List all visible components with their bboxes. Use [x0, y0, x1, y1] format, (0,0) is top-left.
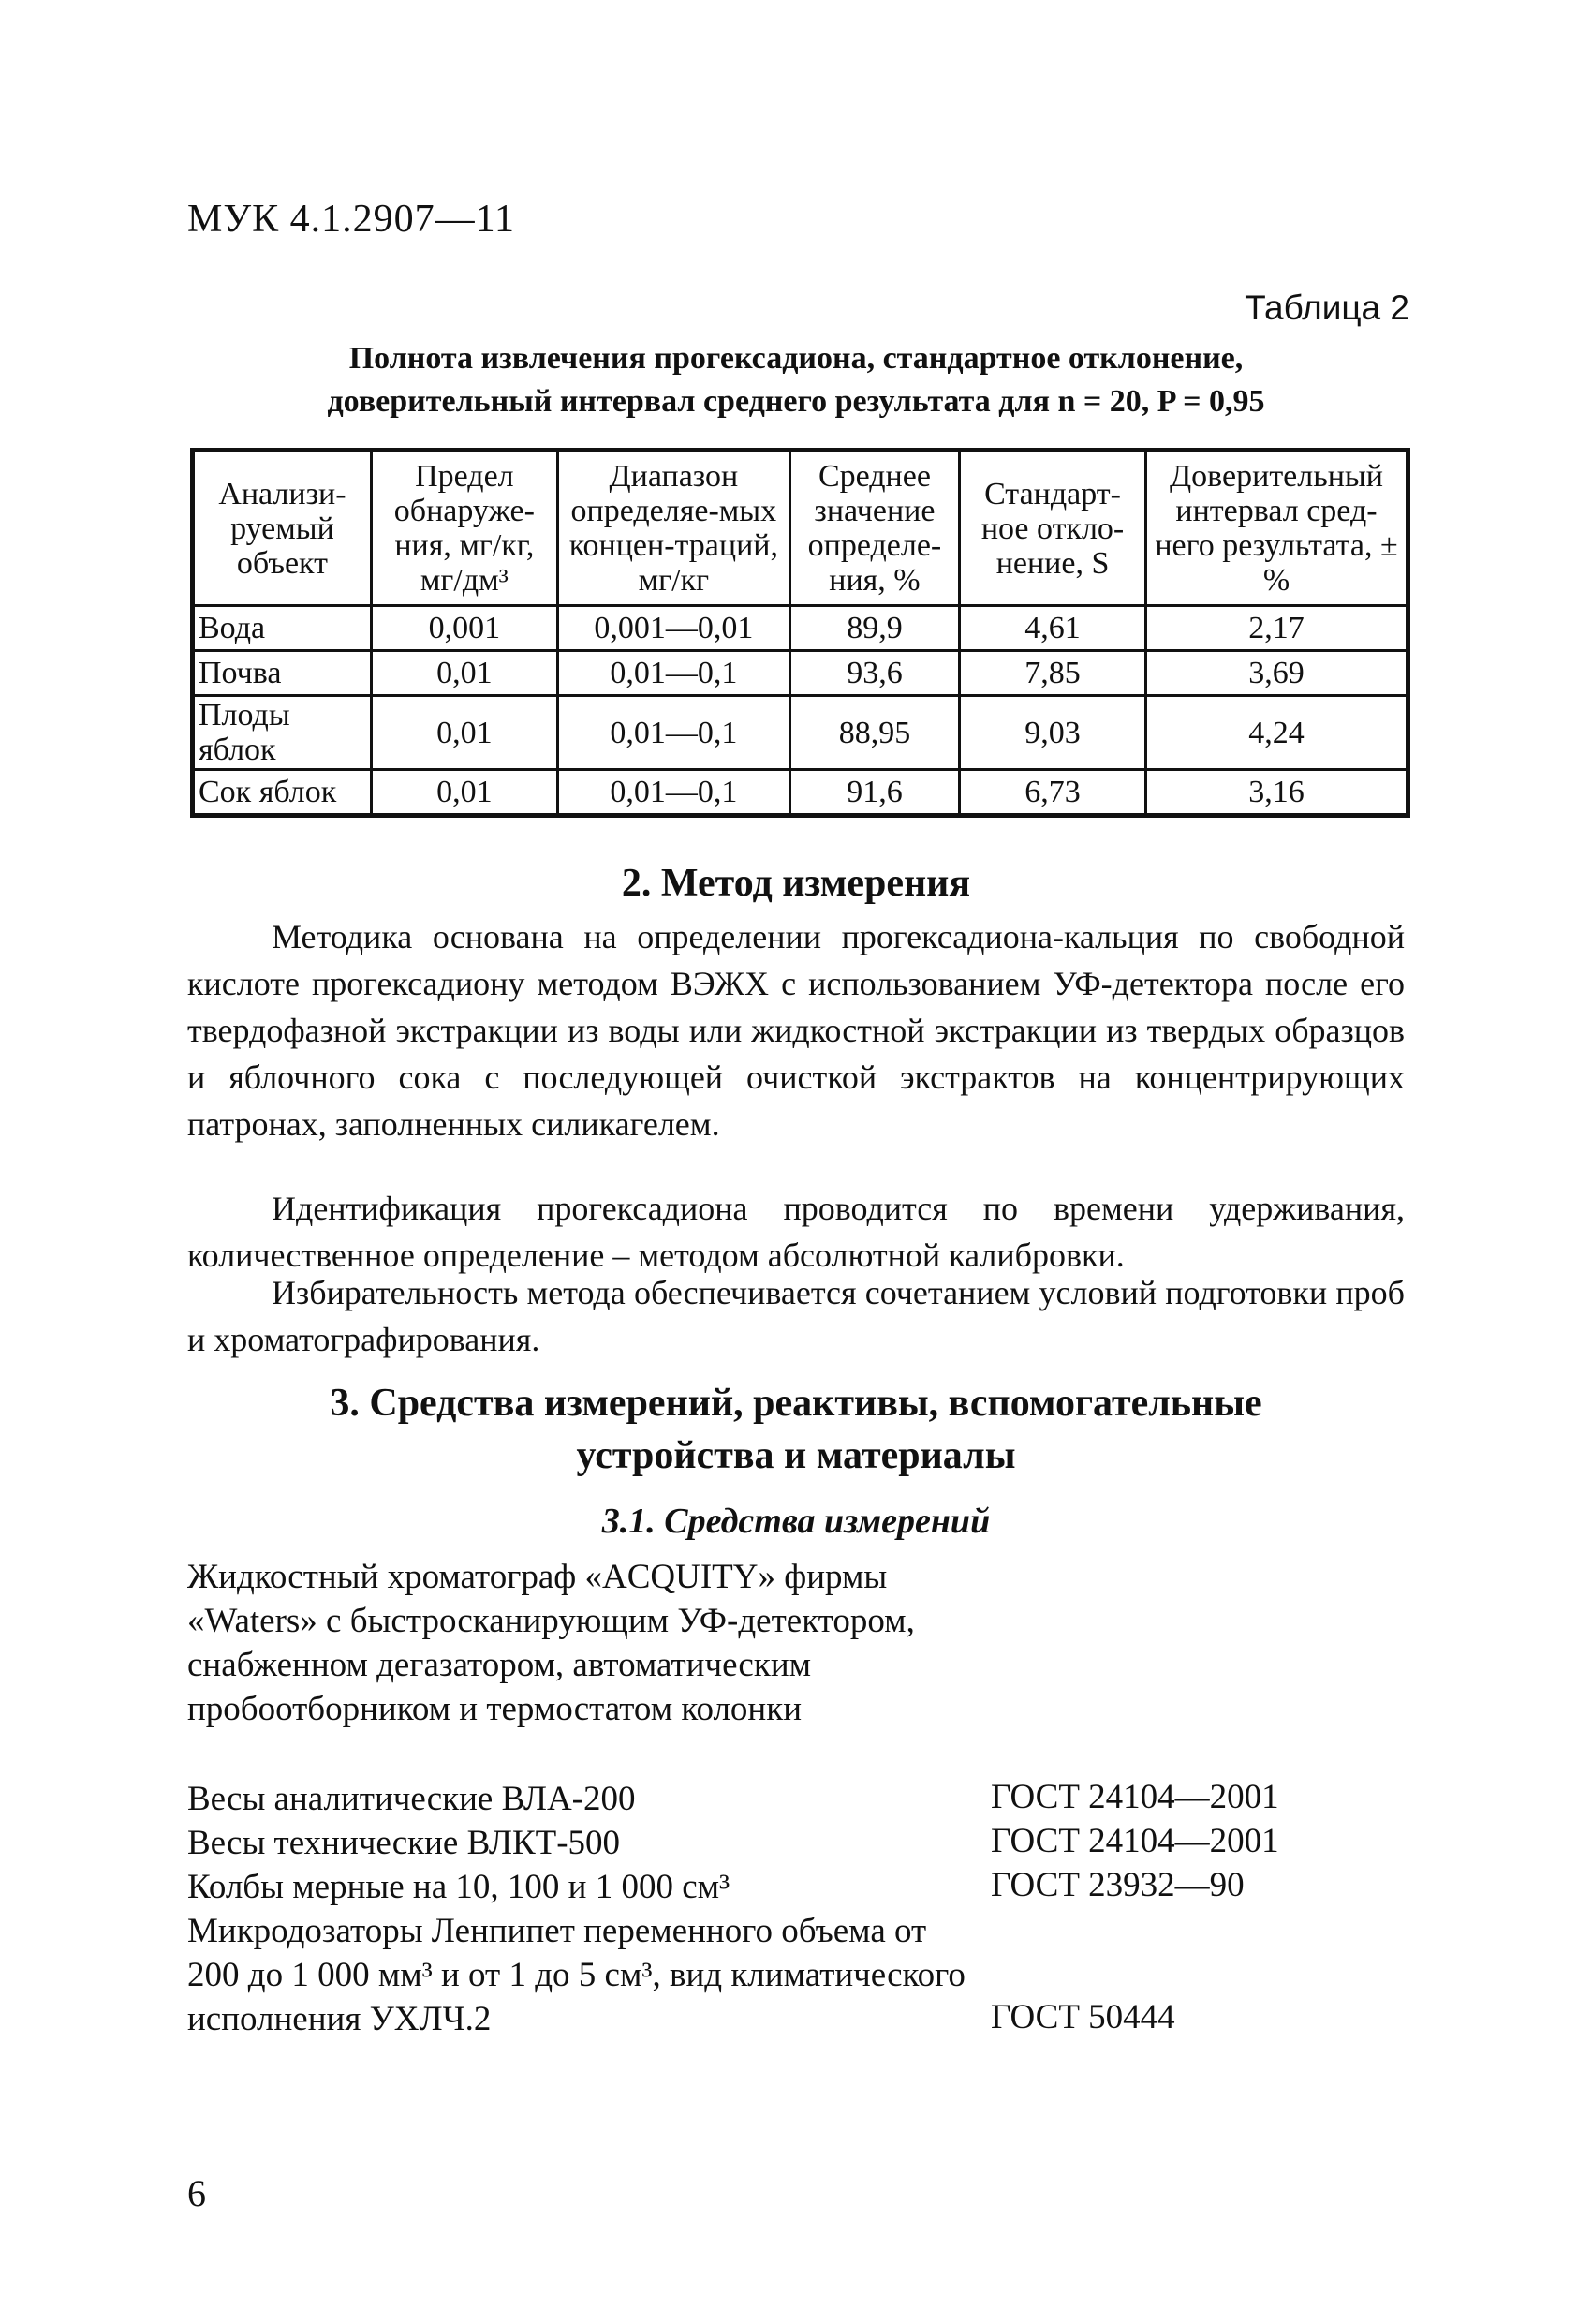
table-cell: 9,03 — [960, 696, 1146, 770]
table-cell: Плоды яблок — [193, 696, 372, 770]
table-title — [187, 337, 1405, 423]
table-cell: 88,95 — [789, 696, 959, 770]
section-2-paragraph-1 — [187, 913, 1405, 1147]
section-2-heading: 2. Метод измерения — [621, 862, 971, 905]
section-3-heading — [187, 1377, 1405, 1482]
section-3-heading-line-1: 3. Средства измерений, реактивы, вспомогательные — [330, 1382, 1262, 1425]
table-cell: 0,01 — [371, 696, 557, 770]
equipment-item: Колбы мерные на 10, 100 и 1 000 см³ — [187, 1868, 730, 1906]
table-header-cell: Доверительный интервал сред-него результата, ± % — [1145, 451, 1408, 606]
equipment-standard: ГОСТ 50444 — [991, 1998, 1175, 2036]
section-3-heading-line-2: устройства и материалы — [576, 1434, 1016, 1477]
table-title-line-1: Полнота извлечения прогексадиона, стандартное отклонение, — [348, 341, 1244, 376]
table-header-cell: Анализи-руемый объект — [193, 451, 372, 606]
paragraph-text: Методика основана на определении прогексадиона-кальция по свободной кислоте прогексадиону методом ВЭЖХ с использованием УФ-детектора после его твердофазной экстракции из воды или жидкостной экстракции из твердых образцов и яблочного сока с последующей очисткой экстрактов на концентрирующих патронах, заполненных силикагелем. — [187, 918, 1405, 1143]
results-table — [190, 448, 1410, 818]
document-code: МУК 4.1.2907—11 — [187, 198, 516, 241]
table-cell: Почва — [193, 651, 372, 696]
page-number: 6 — [187, 2172, 206, 2214]
table-cell: 0,001—0,01 — [557, 606, 789, 651]
table-cell: 0,01 — [371, 770, 557, 816]
table-cell: 0,01—0,1 — [557, 651, 789, 696]
equipment-standard: ГОСТ 24104—2001 — [991, 1778, 1279, 1816]
table-cell: 89,9 — [789, 606, 959, 651]
table-header-cell: Диапазон определяе-мых концен-траций, мг/кг — [557, 451, 789, 606]
table-row — [193, 606, 1408, 651]
table-cell: 0,01 — [371, 651, 557, 696]
subsection-3-1-heading: 3.1. Средства измерений — [601, 1502, 991, 1541]
table-cell: 0,01—0,1 — [557, 770, 789, 816]
table-cell: 3,69 — [1145, 651, 1408, 696]
table-title-line-2: доверительный интервал среднего результата для n = 20, P = 0,95 — [327, 384, 1265, 419]
table-cell: 3,16 — [1145, 770, 1408, 816]
table-row — [193, 770, 1408, 816]
section-2-paragraph-3 — [187, 1269, 1405, 1363]
table-label: Таблица 2 — [1245, 289, 1409, 327]
table-cell: 0,001 — [371, 606, 557, 651]
table-cell: 91,6 — [789, 770, 959, 816]
equipment-item: Микродозаторы Ленпипет переменного объема от 200 до 1 000 мм³ и от 1 до 5 см³, вид климатического исполнения УХЛЧ.2 — [187, 1912, 966, 2038]
paragraph-text: Идентификация прогексадиона проводится по времени удерживания, количественное определение – методом абсолютной калибровки. — [187, 1190, 1405, 1274]
equipment-standard: ГОСТ 23932—90 — [991, 1866, 1245, 1904]
section-2-paragraph-2 — [187, 1185, 1405, 1279]
table-cell: 4,24 — [1145, 696, 1408, 770]
table-header-cell: Среднее значение определе-ния, % — [789, 451, 959, 606]
table-cell: 93,6 — [789, 651, 959, 696]
table-row — [193, 696, 1408, 770]
equipment-item: Весы технические ВЛКТ-500 — [187, 1824, 621, 1862]
table-cell: 2,17 — [1145, 606, 1408, 651]
table-header-cell: Предел обнаруже-ния, мг/кг, мг/дм³ — [371, 451, 557, 606]
table-cell: Вода — [193, 606, 372, 651]
equipment-item: Жидкостный хроматограф «ACQUITY» фирмы «Waters» с быстросканирующим УФ-детектором, снабженном дегазатором, автоматическим пробоотборником и термостатом колонки — [187, 1558, 915, 1728]
table-row — [193, 651, 1408, 696]
equipment-item: Весы аналитические ВЛА-200 — [187, 1780, 636, 1818]
table-header-cell: Стандарт-ное откло-нение, S — [960, 451, 1146, 606]
table-cell: 6,73 — [960, 770, 1146, 816]
table-cell: Сок яблок — [193, 770, 372, 816]
table-cell: 7,85 — [960, 651, 1146, 696]
table-cell: 0,01—0,1 — [557, 696, 789, 770]
table-cell: 4,61 — [960, 606, 1146, 651]
equipment-standard: ГОСТ 24104—2001 — [991, 1822, 1279, 1860]
table-header-row — [193, 451, 1408, 606]
paragraph-text: Избирательность метода обеспечивается сочетанием условий подготовки проб и хроматографирования. — [187, 1274, 1405, 1358]
